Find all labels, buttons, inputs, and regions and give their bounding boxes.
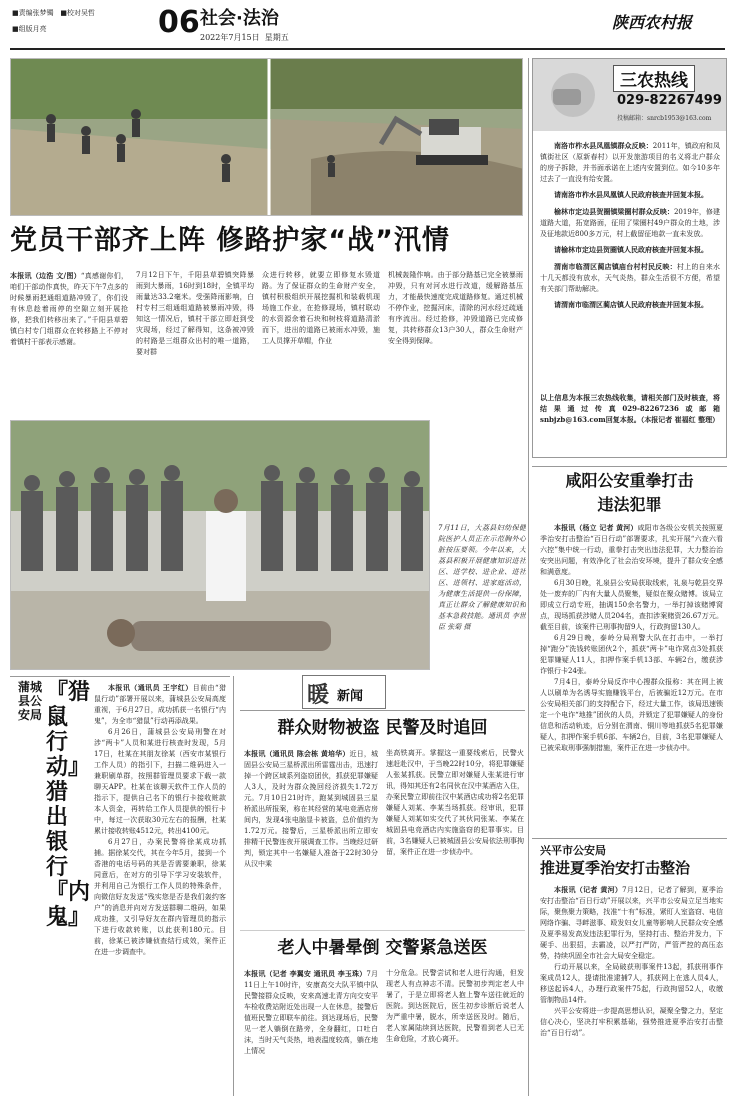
story1-col-1: [244, 748, 378, 926]
staff-credits: [12, 8, 162, 34]
xingping-para: 行动开展以来，全局破获刑事案件13起，抓获刑事作案成员12人，提请批准逮捕7人，抓获网上在逃人员4人，移送起诉4人，办理行政案件75起，行政拘留52人，收缴管制物品14件。: [540, 963, 723, 1004]
xingping-para: [540, 884, 723, 962]
story2-col-1: [244, 968, 378, 1094]
main-col3-text: 众进行转移，就要立即修复水毁道路。为了保证群众的生命财产安全，镇村积极组织开展挖掘机和装载机现场施工作业，在抢修现场，镇村联动的水资源余着石块和树枝将道路清淤而下，进出的道路已被雨水冲毁，施工人员撑开草帽，作业: [262, 271, 380, 345]
hotline-item: 请渭南市临渭区蔺店镇人民政府核查并回复本报。: [554, 300, 708, 309]
pucheng-article: [94, 682, 226, 1096]
xingping-title: 推进夏季治安打击整治: [540, 859, 691, 877]
weekday-text: 星期五: [264, 33, 289, 42]
xingping-para: 兴平公安将进一步提高思想认识，凝聚全警之力，坚定信心决心，坚决打牢积累基础，强势推进夏季治安打击整治“百日行动”。: [540, 1007, 723, 1037]
hotline-footer: 以上信息为本报三农热线收集，请相关部门及时核查，将结果通过传真029-82267236或邮箱snbjzb@163.com回复本报。（本报记者 崔福红 整理）: [540, 393, 720, 424]
date-text: 2022年7月15日: [200, 33, 260, 42]
first-aid-caption: 7月11日，大荔县妇幼保健院医护人员正在示范胸外心脏按压要领。今年以来，大荔县积极开展健康知识进社区、进学校、进企业、进社区、进领村、进家庭活动，为健康生活提供一份保障，真正让群众了解健康知识和基本急救技能。通讯员 李世臣 张菊 摄: [438, 524, 526, 631]
story2-title: 老人中暑晕倒 交警紧急送医: [277, 938, 488, 958]
xianyang-top-rule: [532, 466, 727, 467]
section-title: 社会·法治: [200, 8, 279, 29]
editor-name: 张梦镯: [32, 9, 54, 17]
story1-title: 群众财物被盗 民警及时追回: [277, 718, 488, 738]
story2-col2-text: 十分危急。民警尝试和老人进行沟通，但发现老人有点神志不清。民警初步判定老人中暑了，于是立即将老人抱上警车送往就近的医院。到达医院后，医生初步诊断后说老人为严重中暑，脱水，所幸送医及时。随后，老人家属陆续到达医院，民警看到老人已无生命危险，才放心离开。: [386, 969, 524, 1043]
warm-news-tag-rest: 新闻: [337, 689, 364, 704]
editor-label: ■责编: [12, 9, 33, 17]
xingping-article: [540, 884, 723, 1094]
pucheng-para: 6月26日，蒲城县公安局刑警在对涉“两卡”人员和某进行核查时发现，5月17日，杜某在其朋友徐某（西安市某银行工作人员）的指引下，扫描二维码进入一兼职刷单群，按照群管理员要求下载一款聊天APP。杜某在该聊天软件工作人员的指示下，提供自己名下的银行卡接收赃款本人资金，再转给工作人员提供的银行卡中，每过一次获取30元左右的报酬，杜某累计接收转账4512元，转出4100元。: [94, 728, 226, 835]
proof-label: ■校对: [60, 9, 81, 17]
story2-col1-text: 7月11日上午10时许，安康高交大队平镇中队民警接群众反映，安来高速北青方向交安平车检收费站附近处出现一人在休息，接警后值班民警立即联车前往。到达现场后，民警见一老人躺倒在路旁，全身翻红，口吐白沫，当时天气炎热，地表温度较高，躺在地上情况: [244, 970, 378, 1055]
first-aid-photo-art: [11, 421, 430, 670]
main-headline: 党员干部齐上阵 修路护家“战”汛情: [10, 225, 450, 256]
story1-col2-text: 坐高铁离开。掌握这一重要线索后，民警火速赶赴汉中，于当晚22时10分，将犯罪嫌疑人张某抓获。民警立即对嫌疑人张某进行审讯，得知其还有2名同伙在汉中某酒店入住，办案民警立即前往汉中某酒店成功将2名犯罪嫌疑人刘某、李某当场抓获。经审讯，犯罪嫌疑人刘某如实交代了其伙同张某、李某在城固县电竞酒店内实施盗窃的犯罪事实。目前，3名嫌疑人已被城固县公安局依法刑事拘留，案件正在进一步侦办中。: [386, 749, 524, 856]
xianyang-title-2: 违法犯罪: [597, 495, 662, 514]
warm-news-rule: [240, 710, 525, 711]
xianyang-para: 6月30日晚，礼泉县公安局获取线索，礼泉与乾县交界处一废弃的厂内有大量人员聚集，疑似在聚众赌博。该局立即成立行动专班，抽调150余名警力，一举打掉该赌博窝点，现场抓获涉赌人员204名，查扣涉案赌资26.67万元。截至目前，该案件已刑事拘留9人，行政拘留130人。: [540, 579, 723, 631]
main-article-col-1: [10, 270, 128, 420]
hotline-items: [540, 140, 720, 380]
hotline-item: 请南洛市柞水县凤凰镇人民政府核查并回复本报。: [554, 190, 708, 199]
hotline-email: 投稿邮箱：snrcb1953@163.com: [617, 115, 712, 122]
xianyang-byline: 本报讯（杨立 记者 黄河）: [554, 523, 638, 532]
pucheng-org: 蒲城县公安局: [18, 680, 43, 722]
main-col4-text: 机械轰隆作响。由于部分路基已完全被暴雨冲毁，只有对河水进行改道，缓解路基压力，才能最快速度完成道路修复。通过机械不停作业，挖掘河床，清除的河水经过疏通有序流出。经过抢修，冲毁道路已完成修复，共转移群众13户30人，群众生命财产安全得到保障。: [388, 271, 523, 345]
hotline-item: [540, 261, 720, 295]
main-article-col-4: [388, 270, 523, 420]
main-article-col-3: [262, 270, 380, 420]
xingping-top-rule: [532, 838, 727, 839]
story1-col1-text: 近日，城固县公安局三星桥派出所雷霆出击，迅速打掉一个跨区域系列盗窃团伙，抓获犯罪嫌疑人3人，及时为群众挽回经济损失1.72万元。7月10日21时许，跑某到城固县三星桥派出所报案，称在其经营的某电竞酒店房间内，发现4张电脑显卡被盗，总价值约为1.72万元。接警后，三星桥派出所立即安排精干民警连夜开展调查工作。当晚经过研判，锁定其中一名嫌疑人准备于22时30分从汉中乘: [244, 750, 378, 868]
story2-col-2: [386, 968, 524, 1094]
story1-col-2: [386, 748, 524, 926]
main-col2-text: 7月12日下午，千阳县草碧镇突降暴雨到大暴雨，16时到18时，全镇平均雨量达33.2毫米。受强降雨影响，白村专村三组通组道路被暴雨冲毁，得知这一情况后，镇村干部立即赶到受灾现场，经过了解得知，这条被冲毁的村路是三组群众出村的唯一道路，要对群: [136, 271, 254, 356]
xianyang-title-1: 咸阳公安重拳打击: [565, 471, 694, 490]
main-byline: 本报讯（边浩 文/图）: [10, 271, 81, 280]
xingping-p1: 7月12日，记者了解到，夏季治安打击整治“百日行动”开展以来，兴平市公安局立足当地实际，聚焦聚力策略，找准“十有”标准，紧盯人室盗窃、电信网络诈骗、寻衅滋事、殴发妇女儿童等影响人民群众安全感及夏季易发高发违法犯罪行为，坚持打击、整治并发力，下硬手、出狠招，去霸凌，以严打严防，严管严控的高压态势，持续巩固全市社会大局安全稳定。: [540, 886, 723, 960]
flood-repair-photo: [10, 58, 523, 216]
hotline-item-body: 2011年，镇政府和凤镇街社区（原新春村）以开发旅游项目的名义将北户群众的房子拆除，并书面承诺在上述内安置到位。如今10多年过去了一直没有给安置。: [540, 142, 720, 183]
hotline-item-title: 南洛市柞水县凤凰镇群众反映：: [554, 141, 653, 150]
xianyang-para: [540, 522, 723, 578]
hotline-item-body: 村上的自来水十几天都没有放水，天气炎热，群众生活很不方便，希望有关部门帮助解决。: [540, 263, 720, 293]
layout-name: 月亮: [32, 25, 47, 33]
pucheng-para: [94, 682, 226, 727]
pucheng-divider: [233, 676, 234, 1096]
main-article-col-2: [136, 270, 254, 420]
hotline-item: [540, 206, 720, 240]
hotline-item: 请榆林市定边县贺圈镇人民政府核查并回复本报。: [554, 245, 708, 254]
hotline-phone: 029-82267499: [617, 93, 722, 108]
xianyang-p1: 咸阳市各级公安机关按照夏季治安打击整治“百日行动”部署要求，扎实开展“六查六看六控”集中统一行动，重拳打击突出违法犯罪，大力整治治安突出问题，有效净化了社会治安环境，提升了群众安全感和满意度。: [540, 524, 723, 576]
right-column-divider: [528, 58, 529, 1096]
xianyang-para: 6月29日晚，泰岭分局刑警大队在打击中，一举打掉“跑分”洗钱转账团伙2个，抓获“两卡”电诈窝点3处抓获犯罪嫌疑人11人，扣押作案手机13部、车辆2台，缴获涉诈银行卡24张。: [540, 634, 723, 675]
xingping-byline: 本报讯（记者 黄河）: [554, 885, 623, 894]
proof-name: 吴哲: [80, 9, 95, 17]
header-rule: [10, 48, 725, 50]
pucheng-p1: 目前由“猎鼠行动”部署开展以来，蒲城县公安局高度重视，于6月27日，成功抓获一名银行“内鬼”，为全市“猎鼠”行动再添战果。: [94, 684, 226, 725]
main-col1-text: “真感谢你们，咱们干部动作真快，昨天下午7点多的时候暴雨把通组道路冲毁了，你们没有休息趁着雨停的空隙立刻开展抢修，把我们转移出来了。”千阳县草碧镇白村专门组群众在转移路上不停对着镇村干部表示感谢。: [10, 272, 128, 346]
xianyang-article: [540, 522, 723, 834]
xingping-org: 兴平市公安局: [540, 844, 606, 857]
pucheng-byline: 本报讯（通讯员 王宇红）: [108, 683, 193, 692]
pucheng-title: 『猎鼠行动』猎出银行『内鬼』: [46, 680, 91, 930]
xianyang-para: 7月4日，泰岭分局反诈中心搜群众报称：其在网上被人以刷单为名诱导实施赚钱平台，后被骗近12万元。在市公安局相关部门的支持配合下，经过大量工作，该局迅速锁定一个电诈“地推”团伙的人员，并锁定了犯罪嫌疑人的身份信息和活动轨迹，后分别在渭南、铜川等地抓获5名犯罪嫌疑人，扣押作案手机6部、车辆2台，目前，3名犯罪嫌疑人已被采取刑事强制措施，案件正在进一步侦办中。: [540, 678, 723, 752]
story2-byline: 本报讯（记者 李翼安 通讯员 李玉珠）: [244, 969, 367, 978]
warm-news-tag-char: 暖: [307, 683, 330, 708]
story-divider: [240, 930, 525, 931]
hotline-banner: [533, 59, 726, 131]
hotline-item-title: 榆林市定边县贺圈镇梁圈村群众反映：: [554, 207, 674, 216]
pucheng-para: 6月27日，办案民警将徐某成功抓捕。据徐某交代，其在今年5月，接到一个香港的电话号码的其是否需要兼职，徐某同意后，在对方的引导下学习安装软件，并利用自己为银行工作人员的特殊条件，向微信好友发送“残实您是否是我们轰约客户”的消息并向对方发送群聊二维码，如果成功推，又引导好友在群内管理员的指示下进行收款转账，以此获利180元。目前，徐某已被涉嫌侦查结行成效，案件正在进一步调查中。: [94, 838, 226, 956]
hotline-item-title: 渭南市临渭区蔺店镇庙台村村民反映：: [554, 262, 677, 271]
warm-news-tag: [302, 675, 386, 709]
pucheng-top-rule: [10, 676, 230, 677]
first-aid-photo: [10, 420, 430, 670]
issue-date: [200, 33, 289, 43]
flood-repair-photo-art: [11, 59, 523, 216]
hotline-item: [540, 140, 720, 185]
layout-label: ■组版: [12, 25, 33, 33]
hotline-item-body: 2019年，修建道路大道，拓宽路面，征用了梁圈村49户群众的土地，涉及征地款近800多万元，村上截留征地款一直未发放。: [540, 208, 720, 238]
hotline-title: 三农热线: [613, 65, 695, 92]
story1-byline: 本报讯（通讯员 陈会栋 黄培华）: [244, 749, 350, 758]
page-number: 06: [158, 5, 200, 40]
paper-logo: 陕西农村报: [612, 13, 693, 32]
